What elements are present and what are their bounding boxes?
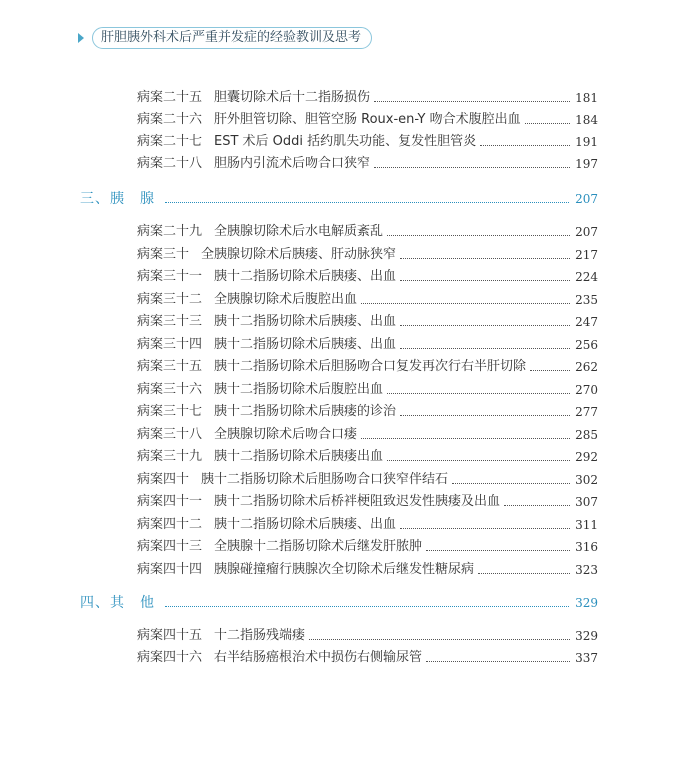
page-number: 262 (575, 360, 598, 374)
entry-title: EST 术后 Oddi 括约肌失功能、复发性胆管炎 (214, 134, 477, 149)
section-label: 四、其 他 (80, 595, 155, 611)
page-number: 217 (575, 248, 598, 262)
toc-entry[interactable] (137, 222, 598, 242)
case-number: 病案三十六 (137, 382, 203, 397)
page-number: 191 (575, 135, 598, 149)
toc-entry[interactable] (137, 425, 598, 445)
entry-title: 胰十二指肠切除术后桥袢梗阻致迟发性胰瘘及出血 (214, 494, 501, 509)
toc-entry[interactable] (137, 267, 598, 287)
page-number: 277 (575, 405, 598, 419)
page-number: 311 (575, 518, 598, 532)
dot-leader (387, 235, 570, 236)
dot-leader (387, 460, 570, 461)
case-number: 病案三十五 (137, 359, 203, 374)
toc-entry[interactable] (137, 245, 598, 265)
dot-leader (374, 167, 570, 168)
toc-entry[interactable] (137, 560, 598, 580)
page-number: 307 (575, 495, 598, 509)
entry-title: 胰十二指肠切除术后腹腔出血 (214, 382, 384, 397)
dot-leader (400, 415, 570, 416)
dot-leader (530, 370, 570, 371)
toc-entry[interactable] (137, 335, 598, 355)
entry-title: 十二指肠残端瘘 (214, 628, 306, 643)
section-heading-others[interactable] (80, 592, 598, 614)
page-number: 323 (575, 563, 598, 577)
dot-leader (480, 145, 570, 146)
case-number: 病案四十四 (137, 562, 203, 577)
entry-title: 全胰腺切除术后腹腔出血 (214, 292, 358, 307)
dot-leader (478, 573, 570, 574)
dot-leader (400, 280, 570, 281)
dot-leader (400, 258, 570, 259)
case-number: 病案三十二 (137, 292, 203, 307)
page-number: 329 (575, 596, 598, 610)
page-number: 285 (575, 428, 598, 442)
toc-entry[interactable] (137, 357, 598, 377)
entry-title: 右半结肠癌根治术中损伤右侧输尿管 (214, 650, 423, 665)
page-number: 329 (575, 629, 598, 643)
page-number: 247 (575, 315, 598, 329)
case-number: 病案四十二 (137, 517, 203, 532)
entry-title: 胰十二指肠切除术后胰瘘的诊治 (214, 404, 397, 419)
case-number: 病案三十八 (137, 427, 203, 442)
toc-entry[interactable] (137, 492, 598, 512)
case-number: 病案三十七 (137, 404, 203, 419)
page-number: 292 (575, 450, 598, 464)
toc-entry[interactable] (137, 402, 598, 422)
case-number: 病案三十三 (137, 314, 203, 329)
toc-entry[interactable] (137, 88, 598, 108)
toc-entry[interactable] (137, 132, 598, 152)
entry-title: 胰十二指肠切除术后胰瘘、出血 (214, 269, 397, 284)
toc-entry[interactable] (137, 312, 598, 332)
case-number: 病案三十九 (137, 449, 203, 464)
case-number: 病案四十一 (137, 494, 203, 509)
dot-leader (361, 303, 570, 304)
case-number: 病案三十 (137, 247, 190, 262)
toc-entry[interactable] (137, 290, 598, 310)
page-number: 197 (575, 157, 598, 171)
dot-leader (165, 202, 569, 203)
page-number: 302 (575, 473, 598, 487)
running-header (78, 27, 372, 49)
page-number: 207 (575, 225, 598, 239)
dot-leader (400, 348, 570, 349)
case-number: 病案二十五 (137, 90, 203, 105)
dot-leader (387, 393, 570, 394)
dot-leader (309, 639, 570, 640)
entry-title: 胰腺碰撞瘤行胰腺次全切除术后继发性糖尿病 (214, 562, 475, 577)
dot-leader (426, 661, 570, 662)
entry-title: 胰十二指肠切除术后胰瘘、出血 (214, 314, 397, 329)
case-number: 病案四十三 (137, 539, 203, 554)
toc-entry[interactable] (137, 537, 598, 557)
case-number: 病案二十七 (137, 134, 203, 149)
entry-title: 胰十二指肠切除术后胰瘘、出血 (214, 517, 397, 532)
dot-leader (426, 550, 570, 551)
case-number: 病案三十一 (137, 269, 203, 284)
case-number: 病案四十五 (137, 628, 203, 643)
toc-entry[interactable] (137, 515, 598, 535)
entry-title: 全胰腺切除术后吻合口瘘 (214, 427, 358, 442)
page-number: 256 (575, 338, 598, 352)
dot-leader (374, 101, 570, 102)
entry-title: 胰十二指肠切除术后胰瘘出血 (214, 449, 384, 464)
page-number: 235 (575, 293, 598, 307)
case-number: 病案二十六 (137, 112, 203, 127)
toc-entry[interactable] (137, 380, 598, 400)
entry-title: 全胰腺十二指肠切除术后继发肝脓肿 (214, 539, 423, 554)
section-label: 三、胰 腺 (80, 191, 155, 207)
entry-title: 胰十二指肠切除术后胆肠吻合口复发再次行右半肝切除 (214, 359, 527, 374)
toc-entry[interactable] (137, 154, 598, 174)
dot-leader (525, 123, 570, 124)
dot-leader (504, 505, 570, 506)
dot-leader (400, 528, 570, 529)
page-number: 337 (575, 651, 598, 665)
play-arrow-icon (78, 33, 84, 43)
toc-entry[interactable] (137, 648, 598, 668)
section-heading-pancreas[interactable] (80, 188, 598, 210)
case-number: 病案二十八 (137, 156, 203, 171)
toc-entry[interactable] (137, 626, 598, 646)
book-title: 肝胆胰外科术后严重并发症的经验教训及思考 (92, 27, 372, 49)
dot-leader (361, 438, 570, 439)
case-number: 病案二十九 (137, 224, 203, 239)
dot-leader (452, 483, 570, 484)
toc-entry[interactable] (137, 110, 598, 130)
dot-leader (400, 325, 570, 326)
page-number: 181 (575, 91, 598, 105)
toc-entry[interactable] (137, 447, 598, 467)
entry-title: 胆囊切除术后十二指肠损伤 (214, 90, 371, 105)
case-number: 病案四十 (137, 472, 190, 487)
case-number: 病案四十六 (137, 650, 203, 665)
case-number: 病案三十四 (137, 337, 203, 352)
page-number: 184 (575, 113, 598, 127)
entry-title: 胆肠内引流术后吻合口狭窄 (214, 156, 371, 171)
page-number: 207 (575, 192, 598, 206)
entry-title: 胰十二指肠切除术后胰瘘、出血 (214, 337, 397, 352)
page-number: 224 (575, 270, 598, 284)
dot-leader (165, 606, 569, 607)
page-number: 316 (575, 540, 598, 554)
toc-entry[interactable] (137, 470, 598, 490)
page-number: 270 (575, 383, 598, 397)
entry-title: 胰十二指肠切除术后胆肠吻合口狭窄伴结石 (201, 472, 449, 487)
entry-title: 全胰腺切除术后胰瘘、肝动脉狭窄 (201, 247, 397, 262)
entry-title: 全胰腺切除术后水电解质紊乱 (214, 224, 384, 239)
entry-title: 肝外胆管切除、胆管空肠 Roux-en-Y 吻合术腹腔出血 (214, 112, 521, 127)
